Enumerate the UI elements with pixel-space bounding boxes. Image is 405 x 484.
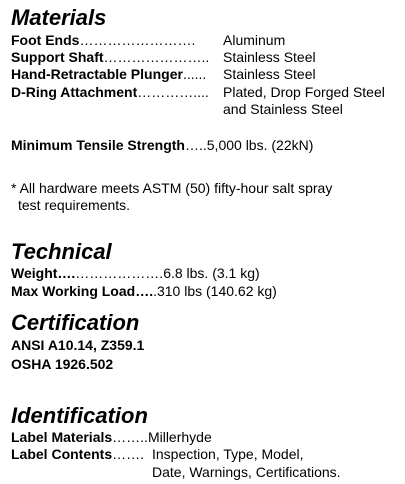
leader-dots: ……..: [112, 429, 148, 445]
leader-dots: …………………….: [79, 32, 196, 48]
spec-value-label-contents: Inspection, Type, Model,: [152, 446, 304, 462]
leader-dots: …………………..: [103, 49, 210, 65]
leader-dots: …….: [112, 446, 145, 462]
materials-heading: Materials: [11, 5, 107, 30]
certification-heading: Certification: [11, 310, 140, 335]
spec-value-d-ring: Plated, Drop Forged Steel: [223, 84, 385, 100]
technical-heading: Technical: [11, 239, 112, 264]
spec-value-label-contents-line2: Date, Warnings, Certifications.: [152, 464, 341, 480]
spec-label: Max Working Load….: [11, 283, 154, 299]
spec-value-foot-ends: Aluminum: [223, 32, 286, 48]
leader-dots: …………....: [137, 84, 209, 100]
spec-row-max-load: [11, 283, 277, 300]
hardware-note-line1: * All hardware meets ASTM (50) fifty-hour salt spray: [11, 180, 333, 196]
leader-dots: ……………….: [75, 265, 164, 281]
spec-label: Foot Ends: [11, 32, 80, 48]
spec-label: Minimum Tensile Strength: [11, 137, 185, 153]
spec-label: Label Materials: [11, 429, 113, 445]
spec-row-plunger: [11, 66, 206, 83]
spec-row-tensile: [11, 137, 313, 154]
hardware-note-line2: test requirements.: [18, 197, 131, 213]
spec-value-support-shaft: Stainless Steel: [223, 49, 316, 65]
spec-value-label-materials: Millerhyde: [147, 429, 212, 445]
spec-row-support-shaft: [11, 49, 209, 66]
identification-heading: Identification: [11, 403, 148, 428]
spec-label: Label Contents: [11, 446, 113, 462]
spec-value-tensile: 5,000 lbs. (22kN): [206, 137, 314, 153]
leader-dots: ......: [182, 66, 207, 82]
spec-value-plunger: Stainless Steel: [223, 66, 316, 82]
spec-label: Support Shaft: [11, 49, 104, 65]
spec-row-d-ring: [11, 84, 209, 101]
spec-label: Hand-Retractable Plunger: [11, 66, 183, 82]
spec-row-foot-ends: [11, 32, 195, 49]
spec-value-d-ring-line2: and Stainless Steel: [223, 101, 343, 117]
leader-dots: …..: [184, 137, 207, 153]
spec-row-label-materials: [11, 429, 212, 446]
certification-ansi: ANSI A10.14, Z359.1: [11, 337, 145, 353]
spec-value-max-load: 310 lbs (140.62 kg): [156, 283, 277, 299]
certification-osha: OSHA 1926.502: [11, 356, 114, 372]
spec-label: Weight….: [11, 265, 76, 281]
leader-dots: .: [153, 283, 157, 299]
spec-value-weight: 6.8 lbs. (3.1 kg): [163, 265, 260, 281]
spec-label: D-Ring Attachment: [11, 84, 138, 100]
spec-row-label-contents: [11, 446, 144, 463]
spec-row-weight: [11, 265, 260, 282]
